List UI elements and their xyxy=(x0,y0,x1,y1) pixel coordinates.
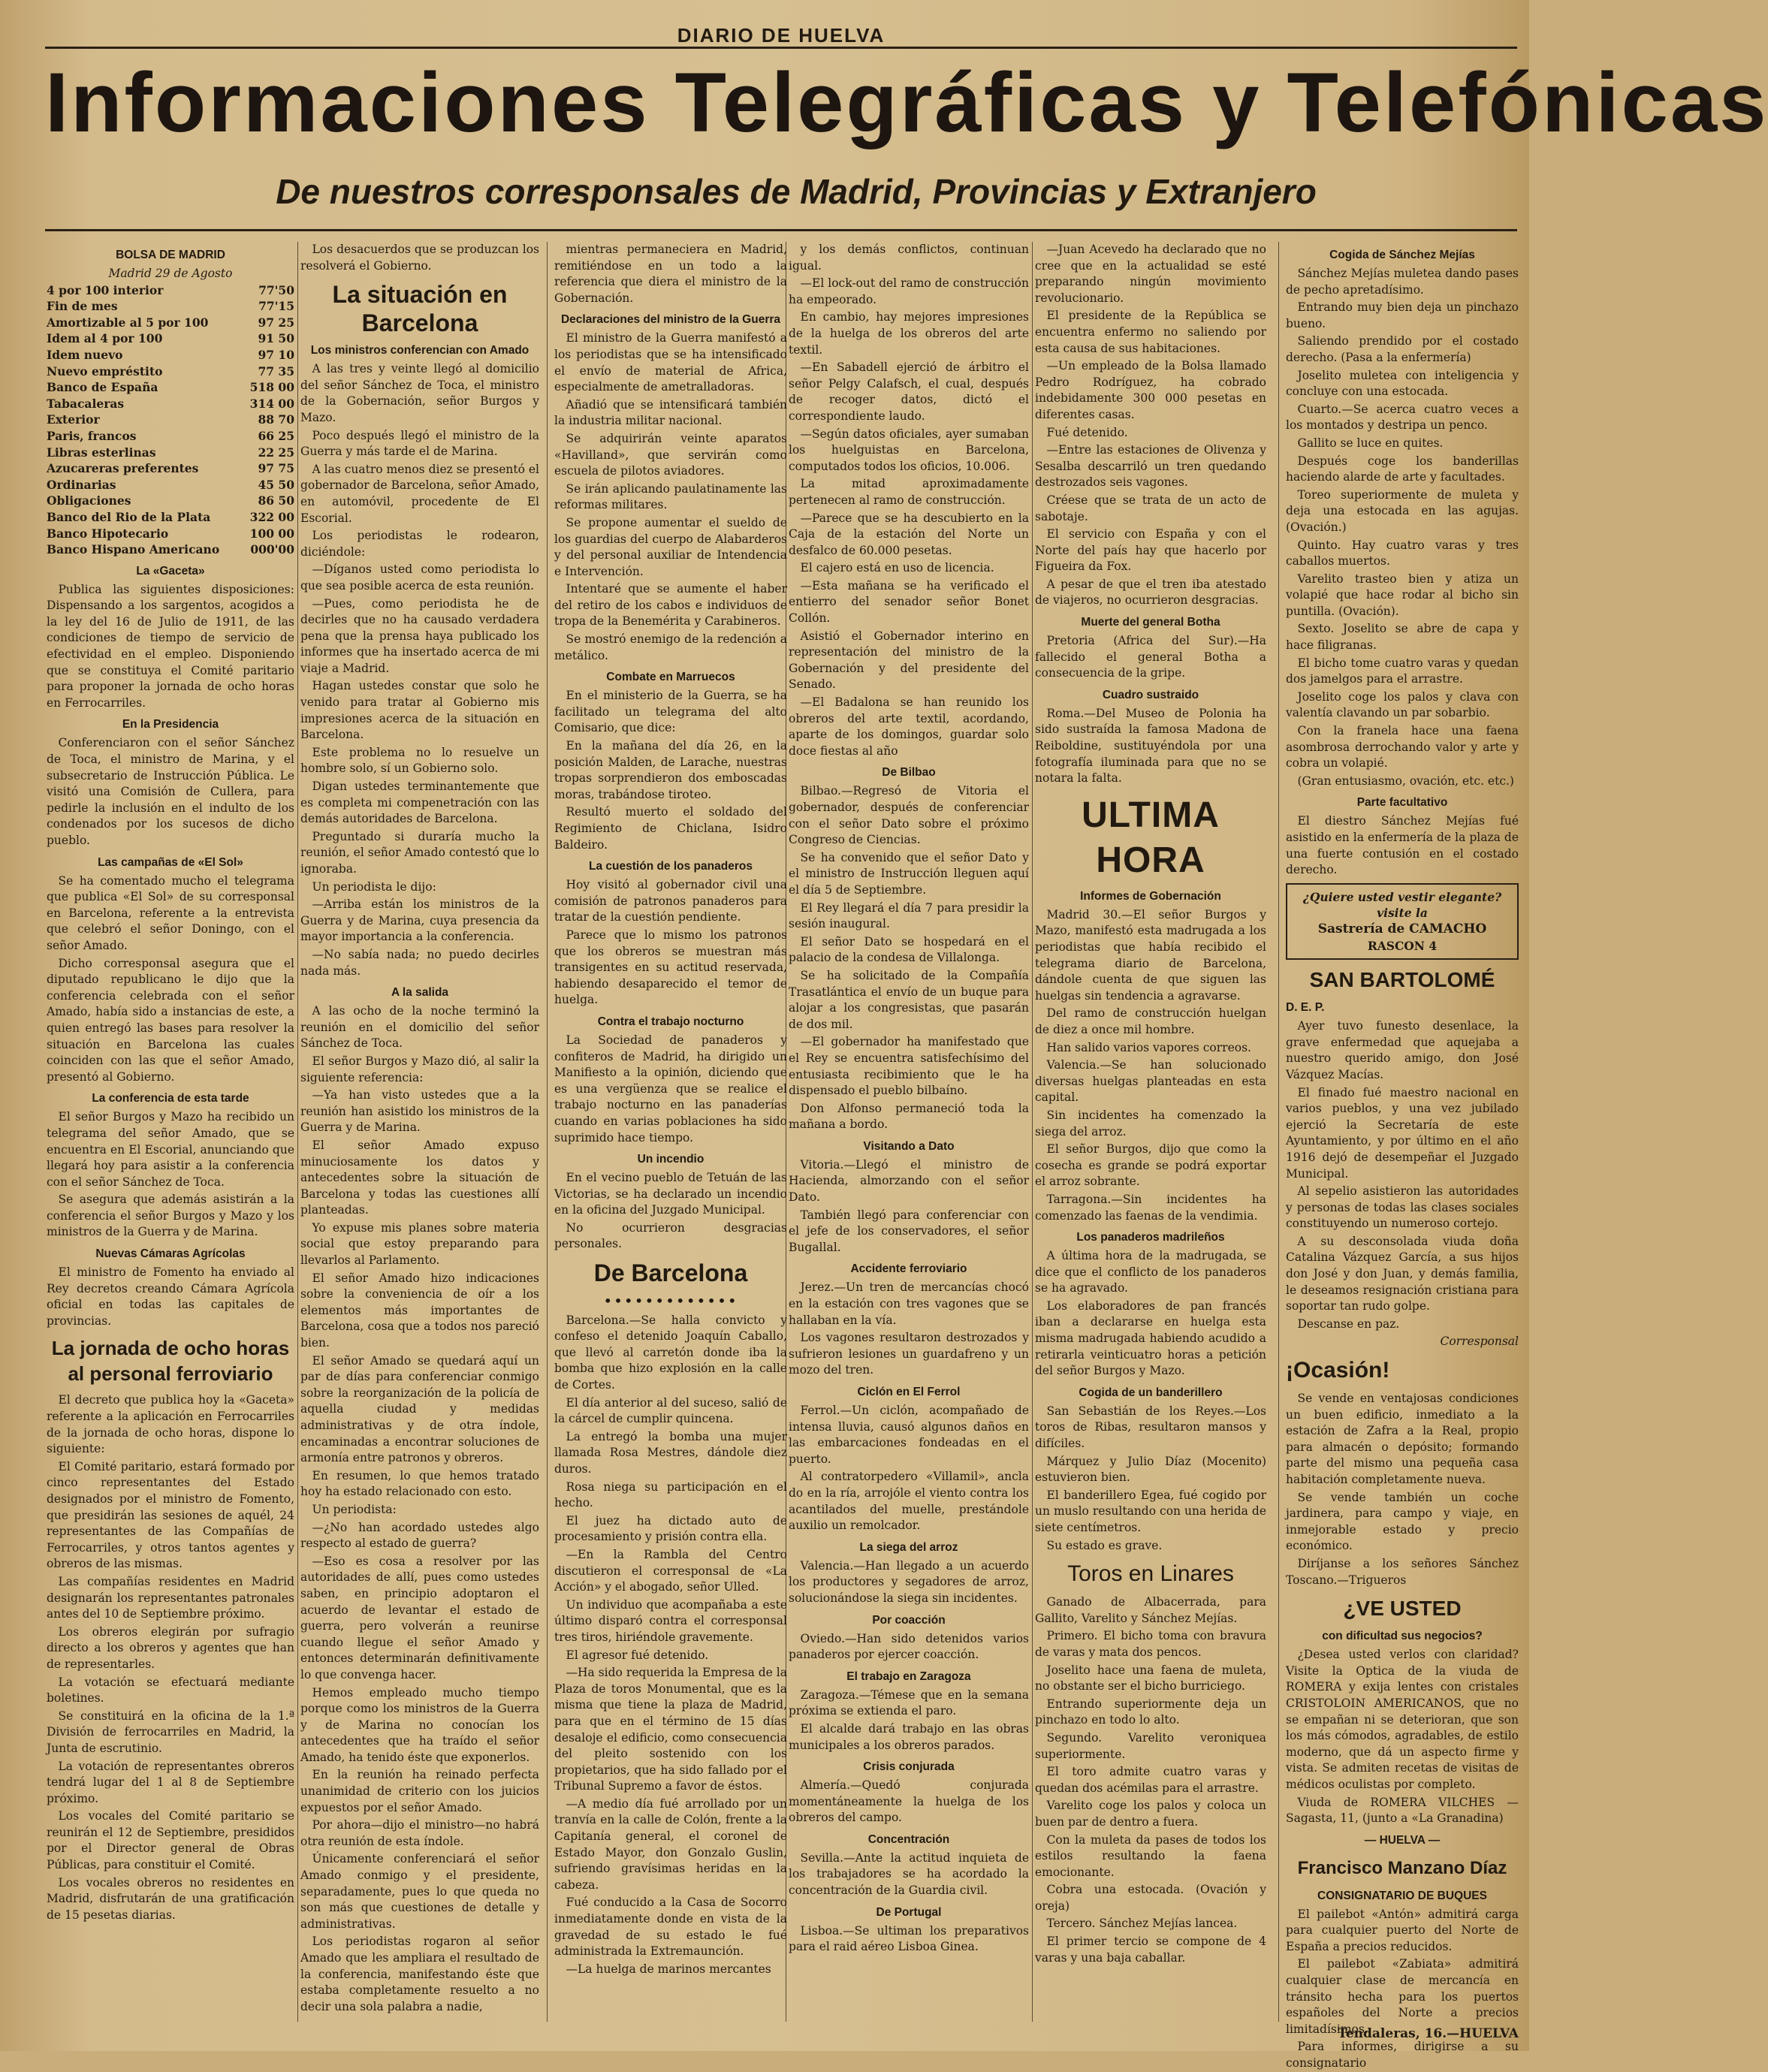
bolsa-row-label: Tabacaleras xyxy=(47,396,125,411)
article-paragraph: —En la Rambla del Centro discutieron el corresponsal de «La Acción» y el abogado, señor Ulled. xyxy=(554,1547,787,1594)
nocturno-title: Contra el trabajo nocturno xyxy=(597,1015,744,1028)
article-paragraph: —En Sabadell ejerció de árbitro el señor Pelgy Calafsch, el cual, después de recoger datos, dictó el correspondiente laudo. xyxy=(789,360,1029,423)
ocasion-title: ¡Ocasión! xyxy=(1286,1358,1390,1383)
dato-title: Visitando a Dato xyxy=(863,1139,955,1153)
arroz-title: La siega del arroz xyxy=(859,1540,958,1554)
bolsa-row-value: 100 00 xyxy=(249,526,294,541)
article-paragraph: Valencia.—Se han solucionado diversas huelgas planteadas en esta capital. xyxy=(1035,1058,1266,1105)
article-paragraph: —Juan Acevedo ha declarado que no cree que en la actualidad se esté preparando ningún movimiento revolucionario. xyxy=(1035,243,1266,305)
article-paragraph: A las ocho de la noche terminó la reunión en el domicilio del señor Sánchez de Toca. xyxy=(300,1004,539,1051)
manzano-title: Francisco Manzano Díaz xyxy=(1297,1857,1507,1878)
bolsa-row-label: Banco de España xyxy=(47,380,158,395)
article-paragraph: Ayer tuvo funesto desenlace, la grave enfermedad que aquejaba a nuestro querido amigo, don José Vázquez Macías. xyxy=(1286,1019,1519,1081)
parte-title: Parte facultativo xyxy=(1356,796,1448,810)
article-paragraph: Se irán aplicando paulatinamente las reformas militares. xyxy=(554,481,787,512)
article-paragraph: Un periodista le dijo: xyxy=(312,879,436,894)
article-paragraph: Bilbao.—Regresó de Vitoria el gobernador, después de conferenciar con el señor Dato sobre el próximo Congreso de Ciencias. xyxy=(789,784,1029,847)
bolsa-row-value: 97 75 xyxy=(258,461,294,476)
bolsa-row xyxy=(47,493,294,509)
article-paragraph: Para informes, dirigirse a su consignatario xyxy=(1286,2040,1519,2070)
article-paragraph: El bicho tome cuatro varas y quedan dos jamelgos para el arrastre. xyxy=(1286,656,1519,686)
article-paragraph: El diestro Sánchez Mejías fué asistido en la enfermería de la plaza de una fuerte contusión en el costado derecho. xyxy=(1286,814,1519,877)
bolsa-row-value: 91 50 xyxy=(258,331,294,346)
jornada-text: Se constituirá en la oficina de la 1.ª División de ferrocarriles en Madrid, la Junta de escrutinio. xyxy=(47,1709,294,1755)
bolsa-row-label: 4 por 100 interior xyxy=(47,282,164,297)
sol-title: Las campañas de «El Sol» xyxy=(98,855,243,869)
bolsa-row xyxy=(47,298,294,315)
article-paragraph: A las tres y veinte llegó al domicilio del señor Sánchez de Toca, el ministro de la Gobernación, señor Burgos y Mazo. xyxy=(300,362,539,424)
bolsa-row xyxy=(47,460,294,477)
article-paragraph: El señor Burgos y Mazo dió, al salir la siguiente referencia: xyxy=(300,1054,539,1084)
column-3 xyxy=(554,242,787,2022)
bolsa-row-value: 77'15 xyxy=(258,299,294,314)
gaceta-title: La «Gaceta» xyxy=(136,564,205,578)
bolsa-row-value: 77'50 xyxy=(258,282,294,297)
article-paragraph: El Rey llegará el día 7 para presidir la sesión inaugural. xyxy=(789,900,1029,931)
camacho-ad xyxy=(1286,883,1519,960)
panaderos-title: La cuestión de los panaderos xyxy=(589,860,753,873)
bolsa-row-value: 88 70 xyxy=(258,412,294,427)
article-paragraph: Valencia.—Han llegado a un acuerdo los productores y segadores de arroz, solucionándose la siega sin incidentes. xyxy=(789,1558,1029,1605)
bolsa-row-label: Exterior xyxy=(47,412,100,427)
article-paragraph: Se adquirirán veinte aparatos «Havilland», que servirán como escuela de pilotos aviadores. xyxy=(554,431,787,478)
article-paragraph: Oviedo.—Han sido detenidos varios panaderos por ejercer coacción. xyxy=(789,1631,1029,1662)
article-paragraph: Don Alfonso permaneció toda la mañana a bordo. xyxy=(789,1101,1029,1132)
article-paragraph: Jerez.—Un tren de mercancías chocó en la estación con tres vagones que se hallaban en la vía. xyxy=(789,1280,1029,1327)
tarde-text: El señor Burgos y Mazo ha recibido un telegrama del señor Amado, que se encuentra en El Escorial, anunciando que llegará hoy para asistir a la conferencia con el señor Sánchez de Toca. xyxy=(47,1110,294,1189)
salida-title: A la salida xyxy=(391,986,449,1000)
article-paragraph: Han salido varios vapores correos. xyxy=(1046,1040,1251,1054)
camacho-line: Sastrería de CAMACHO xyxy=(1317,921,1487,936)
article-paragraph: El señor Burgos, dijo que como la cosecha es grande se podrá exportar el arroz sobrante. xyxy=(1035,1142,1266,1189)
article-paragraph: Entrando superiormente deja un pinchazo en todo lo alto. xyxy=(1035,1697,1266,1727)
san-bartolome-title: SAN BARTOLOMÉ xyxy=(1309,968,1495,992)
article-paragraph: Únicamente conferenciará el señor Amado conmigo y el presidente, separadamente, pues lo que queda no son más que cuestiones de detalle y administrativas. xyxy=(300,1852,539,1931)
article-paragraph: Los vagones resultaron destrozados y sufrieron lesiones un guardafreno y un mozo del tren. xyxy=(789,1331,1029,1377)
article-paragraph: —Entre las estaciones de Olivenza y Sesalba descarriló un tren quedando destrozados seis vagones. xyxy=(1035,443,1266,490)
article-paragraph: Vitoria.—Llegó el ministro de Hacienda, almorzando con el señor Dato. xyxy=(789,1157,1029,1205)
column-2 xyxy=(300,242,539,2022)
huelva-line: — HUELVA — xyxy=(1364,1833,1441,1847)
article-paragraph: Hoy visitó al gobernador civil una comisión de patronos panaderos para tratar de la cuestión pendiente. xyxy=(554,878,787,924)
jornada-text: Las compañías residentes en Madrid designarán los representantes patronales antes del 10 de Septiembre próximo. xyxy=(47,1574,294,1621)
article-paragraph: —El Badalona se han reunido los obreros del arte textil, acordando, aparte de los domingos, guardar solo doce fiestas al año xyxy=(789,695,1029,758)
article-paragraph: El pailebot «Antón» admitirá carga para cualquier puerto del Norte de España a precios reducidos. xyxy=(1286,1907,1519,1953)
article-paragraph: —A medio día fué arrollado por un tranvía en la calle de Colón, frente a la Capitanía general, el coronel de Estado Mayor, don Gonzalo Guslin, sufriendo gravísimas heridas en la cabeza. xyxy=(554,1796,787,1892)
article-paragraph: Preguntado si duraría mucho la reunión, el señor Amado contestó que lo ignoraba. xyxy=(300,829,539,876)
column-divider xyxy=(1032,242,1033,2022)
ornament-divider: ••••••••••••• xyxy=(603,1292,738,1310)
article-paragraph: —Pues, como periodista he de decirles que no ha causado verdadera pena que la prensa haya publicado los informes que ha insertado acerca de mi viaje a Madrid. xyxy=(300,596,539,675)
jornada-text: Los obreros elegirán por sufragio directo a los obreros y agentes que han de representarles. xyxy=(47,1624,294,1671)
bolsa-row xyxy=(47,282,294,299)
article-paragraph: Los periodistas rogaron al señor Amado que les ampliara el resultado de la conferencia, manifestando éste que estaba completamente resuelto a no decir una sola palabra a nadie, xyxy=(300,1935,539,2013)
guerra-title: Declaraciones del ministro de la Guerra xyxy=(560,313,781,327)
article-paragraph: Varelito coge los palos y coloca un buen par de dentro a fuera. xyxy=(1035,1799,1266,1829)
coaccion-title: Por coacción xyxy=(872,1613,946,1627)
bolsa-row xyxy=(47,541,294,558)
bolsa-date: Madrid 29 de Agosto xyxy=(108,267,233,280)
bolsa-row xyxy=(47,412,294,428)
article-paragraph: El finado fué maestro nacional en varios pueblos, y una vez jubilado ejerció la Secretaría de este Ayuntamiento, y por último en el año 1916 dejó de desempeñar el Juzgado Municipal. xyxy=(1286,1085,1519,1181)
article-paragraph: —Según datos oficiales, ayer sumaban los huelguistas en Barcelona, computados todos los oficios, 10.006. xyxy=(789,427,1029,473)
article-paragraph: —Arriba están los ministros de la Guerra y de Marina, cuya presencia da mayor importancia a la conferencia. xyxy=(300,897,539,944)
article-paragraph: El señor Amado expuso minuciosamente los datos y antecedentes sobre la situación de Barcelona y todas las cuestiones allí planteadas. xyxy=(300,1138,539,1217)
article-paragraph: Roma.—Del Museo de Polonia ha sido sustraída la famosa Madona de Reiboldine, sustituyéndola por una fotografía iluminada para que no se notara la falta. xyxy=(1035,706,1266,786)
article-paragraph: Gallito se luce en quites. xyxy=(1297,436,1444,450)
bolsa-row-value: 22 25 xyxy=(258,445,294,460)
article-paragraph: Tercero. Sánchez Mejías lancea. xyxy=(1046,1917,1238,1931)
camaras-title: Nuevas Cámaras Agrícolas xyxy=(95,1247,246,1261)
bolsa-row-value: 45 50 xyxy=(258,477,294,492)
article-paragraph: No ocurrieron desgracias personales. xyxy=(554,1220,787,1251)
article-paragraph: Añadió que se intensificará también la industria militar nacional. xyxy=(554,397,787,428)
ministros-title: Los ministros conferencian con Amado xyxy=(310,344,529,357)
de-barcelona-title: De Barcelona xyxy=(593,1259,748,1287)
column-divider xyxy=(547,242,548,2022)
article-paragraph: —No sabía nada; no puedo decirles nada más. xyxy=(300,947,539,978)
bilbao-title: De Bilbao xyxy=(882,766,936,780)
signature: Corresponsal xyxy=(1440,1335,1519,1349)
article-paragraph: A su desconsolada viuda doña Catalina Vázquez García, a sus hijos don José y don Juan, y demás familia, le deseamos resignación cristiana para soportar tan rudo golpe. xyxy=(1286,1234,1519,1313)
column-divider xyxy=(1278,242,1279,2022)
article-paragraph: El servicio con España y con el Norte del país hay que hacerlo por Figueira da Fox. xyxy=(1035,527,1266,574)
column-5 xyxy=(1035,242,1266,2022)
article-paragraph: Poco después llegó el ministro de la Guerra y más tarde el de Marina. xyxy=(300,428,539,459)
jornada-text: La votación se efectuará mediante boletines. xyxy=(47,1675,294,1706)
article-paragraph: Por ahora—dijo el ministro—no habrá otra reunión de esta índole. xyxy=(300,1818,539,1848)
bolsa-row xyxy=(47,428,294,445)
bolsa-row xyxy=(47,347,294,363)
article-paragraph: Varelito trasteo bien y atiza un volapié que hace rodar al bicho sin puntilla. (Ovación). xyxy=(1286,572,1519,618)
portugal-title: De Portugal xyxy=(876,1905,942,1919)
article-paragraph: El día anterior al del suceso, salió de la cárcel de cumplir quincena. xyxy=(554,1395,787,1426)
footer-address: Tendaleras, 16.—HUELVA xyxy=(1338,2026,1519,2041)
bolsa-row-value: 97 10 xyxy=(258,347,294,362)
article-paragraph: En cambio, hay mejores impresiones de la huelga de los obreros del arte textil. xyxy=(789,310,1029,357)
article-paragraph: Un individuo que acompañaba a este último disparó contra el corresponsal tres tiros, hiriéndole gravemente. xyxy=(554,1597,787,1644)
article-paragraph: Descanse en paz. xyxy=(1297,1316,1400,1331)
bolsa-row xyxy=(47,445,294,461)
article-paragraph: Se propone aumentar el sueldo de los guardias del cuerpo de Alabarderos y del personal auxiliar de Intendencia e Intervención. xyxy=(554,515,787,578)
bolsa-row-label: Banco Hispano Americano xyxy=(47,542,220,557)
cogida-title: Cogida de un banderillero xyxy=(1079,1386,1223,1399)
barcelona-situation-title: La situación en Barcelona xyxy=(332,281,508,337)
article-paragraph: El banderillero Egea, fué cogido por un muslo resultando con una herida de siete centímetros. xyxy=(1035,1488,1266,1534)
article-paragraph: Ferrol.—Un ciclón, acompañado de intensa lluvia, causó algunos daños en las embarcaciones fondeadas en el puerto. xyxy=(789,1404,1029,1466)
bolsa-row-label: Banco del Rio de la Plata xyxy=(47,509,211,524)
article-paragraph: Almería.—Quedó conjurada momentáneamente la huelga de los obreros del campo. xyxy=(789,1778,1029,1825)
article-paragraph: Sevilla.—Ante la actitud inquieta de los trabajadores se ha acordado la concentración de la Guardia civil. xyxy=(789,1850,1029,1898)
article-paragraph: Zaragoza.—Témese que en la semana próxima se extienda el paro. xyxy=(789,1687,1029,1718)
article-paragraph: La Sociedad de panaderos y confiteros de Madrid, ha dirigido un Manifiesto a la opinión, diciendo que es una vergüenza que se realice el trabajo nocturno en las panaderías cuando en varias poblaciones ha sido suprimido hace tiempo. xyxy=(554,1033,787,1145)
jornada-title: La jornada de ocho horas al personal ferroviario xyxy=(51,1337,290,1386)
column-1 xyxy=(47,242,294,2022)
article-paragraph: Fué conducido a la Casa de Socorro inmediatamente donde en vista de la gravedad de su estado le fué administrada la Extremaunción. xyxy=(554,1896,787,1959)
article-paragraph: Primero. El bicho toma con bravura de varas y mata dos pencos. xyxy=(1035,1629,1266,1659)
bolsa-row-value: 322 00 xyxy=(249,509,294,524)
article-paragraph: La entregó la bomba una mujer llamada Rosa Mestres, dándole diez duros. xyxy=(554,1429,787,1476)
article-paragraph: y los demás conflictos, continuan igual. xyxy=(789,243,1029,273)
bolsa-row-label: Nuevo empréstito xyxy=(47,363,163,379)
bolsa-row-value: 314 00 xyxy=(249,396,294,411)
bolsa-row-value: 86 50 xyxy=(258,493,294,508)
article-paragraph: Tarragona.—Sin incidentes ha comenzado las faenas de la vendimia. xyxy=(1035,1192,1266,1223)
article-paragraph: Quinto. Hay cuatro varas y tres caballos muertos. xyxy=(1286,538,1519,569)
article-paragraph: Se vende en ventajosas condiciones un buen edificio, inmediato a la estación de Zafra a la Real, propio para almacén o depósito; formando parte del mismo una pequeña casa habitación completamente nueva. xyxy=(1286,1392,1519,1486)
article-paragraph: —¿No han acordado ustedes algo respecto al estado de guerra? xyxy=(300,1520,539,1551)
jornada-text: La votación de representantes obreros tendrá lugar del 1 al 8 de Septiembre próximo. xyxy=(47,1759,294,1805)
article-paragraph: Rosa niega su participación en el hecho. xyxy=(554,1479,787,1510)
bolsa-row-label: Azucareras preferentes xyxy=(47,461,199,476)
bolsa-row-label: Paris, francos xyxy=(47,428,137,443)
ferrol-title: Ciclón en El Ferrol xyxy=(857,1386,961,1398)
bolsa-row-value: 518 00 xyxy=(249,380,294,395)
article-paragraph: Se ha solicitado de la Compañía Trasatlántica el envío de un buque para alojar a los congresistas, que pasarán de dos mil. xyxy=(789,968,1029,1031)
article-paragraph: También llegó para conferenciar con el jefe de los conservadores, el señor Bugallal. xyxy=(789,1208,1029,1254)
article-paragraph: Barcelona.—Se halla convicto y confeso el detenido Joaquín Caballo, que llevó al carretón donde iba la bomba que hizo explosión en la calle de Cortes. xyxy=(554,1313,787,1392)
bolsa-row xyxy=(47,396,294,412)
article-paragraph: A última hora de la madrugada, se dice que el conflicto de los panaderos se ha agravado. xyxy=(1035,1249,1266,1295)
masthead: DIARIO DE HUELVA xyxy=(677,24,886,47)
concentracion-title: Concentración xyxy=(867,1832,950,1846)
article-paragraph: —El gobernador ha manifestado que el Rey se encuentra satisfechísimo del entusiasta recibimiento que le ha dispensado el pueblo bilbaíno. xyxy=(789,1035,1029,1098)
panaderos-madrid-title: Los panaderos madrileños xyxy=(1076,1231,1225,1244)
article-paragraph: Madrid 30.—El señor Burgos y Mazo, manifestó esta madrugada a los periodistas que había recibido el telegrama diario de Barcelona, dándole cuenta de que siguen las huelgas sin tendencia a agravarse. xyxy=(1035,907,1266,1003)
bolsa-row-label: Libras esterlinas xyxy=(47,445,156,460)
article-paragraph: El señor Amado hizo indicaciones sobre la conveniencia de oír a los elementos más importantes de Barcelona, cosa que a todos nos pareció bien. xyxy=(300,1271,539,1350)
jornada-text: El decreto que publica hoy la «Gaceta» referente a la aplicación en Ferrocarriles de la jornada de ocho horas, dispone lo siguiente: xyxy=(47,1393,294,1456)
cuadro-title: Cuadro sustraido xyxy=(1102,688,1199,701)
bolsa-row-label: Obligaciones xyxy=(47,493,131,508)
mejias-title: Cogida de Sánchez Mejías xyxy=(1329,249,1475,261)
botha-title: Muerte del general Botha xyxy=(1081,616,1220,629)
camacho-line: ¿Quiere usted vestir elegante? visite la xyxy=(1302,889,1502,921)
article-paragraph: Joselito muletea con inteligencia y concluye con una estocada. xyxy=(1286,368,1519,399)
article-paragraph: Intentaré que se aumente el haber del retiro de los cabos e individuos de tropa de la Benemérita y Carabineros. xyxy=(554,582,787,629)
camacho-line: RASCON 4 xyxy=(1367,938,1438,953)
article-paragraph: Pretoria (Africa del Sur).—Ha fallecido el general Botha a consecuencia de la gripe. xyxy=(1035,634,1266,680)
article-paragraph: Sin incidentes ha comenzado la siega del arroz. xyxy=(1035,1108,1266,1139)
bolsa-row xyxy=(47,526,294,542)
article-paragraph: A pesar de que el tren iba atestado de viajeros, no ocurrieron desgracias. xyxy=(1035,577,1266,608)
article-paragraph: Créese que se trata de un acto de sabotaje. xyxy=(1035,493,1266,523)
bolsa-row xyxy=(47,363,294,380)
article-paragraph: Lisboa.—Se ultiman los preparativos para el raid aéreo Lisboa Ginea. xyxy=(789,1923,1029,1954)
article-paragraph: Segundo. Varelito veroniquea superiormente. xyxy=(1035,1730,1266,1761)
ultima-hora-title: ULTIMA HORA xyxy=(1082,795,1220,880)
article-paragraph: Los periodistas le rodearon, diciéndole: xyxy=(300,529,539,559)
article-paragraph: Digan ustedes terminantemente que es completa mi compenetración con las demás autoridades de Barcelona. xyxy=(300,780,539,826)
article-paragraph: —Ya han visto ustedes que a la reunión han asistido los ministros de la Guerra y de Marina. xyxy=(300,1088,539,1135)
article-paragraph: Viuda de ROMERA VILCHES — Sagasta, 11, (junto a «La Granadina) xyxy=(1286,1795,1519,1826)
article-paragraph: Se mostró enemigo de la redención a metálico. xyxy=(554,632,787,662)
article-paragraph: El presidente de la República se encuentra enfermo no saliendo por esta causa de sus habitaciones. xyxy=(1035,309,1266,355)
article-paragraph: El ministro de la Guerra manifestó a los periodistas que se ha intensificado el envío de material de Africa, especialmente de ametralladoras. xyxy=(554,331,787,394)
article-paragraph: Márquez y Julio Díaz (Mocenito) estuvieron bien. xyxy=(1035,1454,1266,1485)
article-paragraph: Un periodista: xyxy=(312,1502,397,1516)
bolsa-row xyxy=(47,509,294,526)
article-paragraph: En el vecino pueblo de Tetuán de las Victorias, se ha declarado un incendio en la oficina del Juzgado Municipal. xyxy=(554,1171,787,1217)
tarde-title: La conferencia de esta tarde xyxy=(92,1092,249,1105)
article-paragraph: La mitad aproximadamente pertenecen al ramo de construcción. xyxy=(789,477,1029,507)
article-paragraph: Joselito hace una faena de muleta, no obstante ser el bicho burriciego. xyxy=(1035,1663,1266,1693)
article-paragraph: El alcalde dará trabajo en las obras municipales a los obreros parados. xyxy=(789,1721,1029,1752)
presidencia-text: Conferenciaron con el señor Sánchez de Toca, el ministro de Marina, y el subsecretario de Instrucción Pública. Le visitó una Comisión de Cullera, para pedirle la inclusión en el indulto de los condenados por los sucesos de dicho pueblo. xyxy=(47,736,294,847)
article-paragraph: El cajero está en uso de licencia. xyxy=(800,561,994,575)
article-paragraph: En la mañana del día 26, en la posición Malden, de Larache, nuestras tropas sorprendieron dos emboscadas moras, trabándose tiroteo. xyxy=(554,739,787,801)
tarde-text: Se asegura que además asistirán a la conferencia el señor Burgos y Mazo y los ministros de la Guerra y de Marina. xyxy=(47,1193,294,1239)
article-paragraph: El primer tercio se compone de 4 varas y una baja caballar. xyxy=(1035,1935,1266,1965)
dep-label: D. E. P. xyxy=(1286,1001,1325,1015)
article-paragraph: Entrando muy bien deja un pinchazo bueno. xyxy=(1286,300,1519,330)
gaceta-text: Publica las siguientes disposiciones: Dispensando a los sargentos, acogidos a la ley del 16 de Julio de 1911, de las condiciones de tiempo de servicio de efectividad en el empleo. Disponiendo que se constituya el Comité paritario para proponer la jornada de ocho horas en Ferrocarriles. xyxy=(47,582,294,710)
bolsa-row-value: 77 35 xyxy=(258,363,294,379)
article-paragraph: Hemos empleado mucho tiempo porque como los ministros de la Guerra y de Marina no conocían los antecedentes que ha traído el señor Amado, ha tenido éste que exponerlos. xyxy=(300,1685,539,1764)
article-paragraph: Ganado de Albacerrada, para Gallito, Varelito y Sánchez Mejías. xyxy=(1035,1595,1266,1625)
bolsa-row xyxy=(47,477,294,493)
article-paragraph: ¿Desea usted verlos con claridad? Visite la Optica de la viuda de ROMERA y exija lentes con cristales CRISTOLOIN AMERICANOS, que no se empañan ni se deterioran, que son los más cómodos, agradables, de estilo moderno, que dá un aspecto firme y vista. Se admiten recetas de visitas de médicos oculistas por completo. xyxy=(1286,1648,1519,1791)
article-paragraph: —Parece que se ha descubierto en la Caja de la estación del Norte un desfalco de 60.000 pesetas. xyxy=(789,511,1029,557)
subheadline: De nuestros corresponsales de Madrid, Provincias y Extranjero xyxy=(276,172,1317,211)
article-paragraph: En el ministerio de la Guerra, se ha facilitado un telegrama del alto Comisario, que dice: xyxy=(554,689,787,735)
bolsa-row-value: 000'00 xyxy=(250,542,294,557)
article-paragraph: Fué detenido. xyxy=(1046,425,1128,439)
article-paragraph: Sánchez Mejías muletea dando pases de pecho apretadísimo. xyxy=(1286,267,1519,297)
article-paragraph: Al contratorpedero «Villamil», ancla do en la ría, arrojóle el viento contra los acantilados del muelle, prestándole auxilio un remolcador. xyxy=(789,1470,1029,1533)
article-paragraph: —Díganos usted como periodista lo que sea posible acerca de esta reunión. xyxy=(300,562,539,593)
bolsa-row xyxy=(47,330,294,347)
article-paragraph: El agresor fué detenido. xyxy=(566,1648,709,1662)
sol-text: Se ha comentado mucho el telegrama que publica «El Sol» de su corresponsal en Barcelona, referente a la entrevista que celebró el señor Doningo, con el señor Amado. xyxy=(47,873,294,952)
bolsa-row xyxy=(47,315,294,331)
article-paragraph: Hagan ustedes constar que solo he venido para tratar al Gobierno mis impresiones acerca de la situación en Barcelona. xyxy=(300,679,539,742)
bolsa-row-label: Idem al 4 por 100 xyxy=(47,331,163,346)
article-paragraph: San Sebastián de los Reyes.—Los toros de Ribas, resultaron mansos y difíciles. xyxy=(1035,1404,1266,1451)
article-paragraph: Su estado es grave. xyxy=(1046,1538,1163,1552)
jornada-text: Los vocales obreros no residentes en Madrid, disfrutarán de una gratificación de 15 pesetas diarias. xyxy=(47,1875,294,1922)
article-paragraph: Después coge los banderillas haciendo alarde de arte y facultades. xyxy=(1286,454,1519,484)
article-paragraph: Se vende también un coche jardinera, para campo y viaje, en inmejorable estado y precio económico. xyxy=(1286,1490,1519,1553)
crisis-title: Crisis conjurada xyxy=(863,1760,955,1774)
article-paragraph: —Un empleado de la Bolsa llamado Pedro Rodríguez, ha cobrado indebidamente 300 000 pesetas en diferentes casas. xyxy=(1035,359,1266,421)
article-paragraph: Cuarto.—Se acerca cuatro veces a los montados y destripa un penco. xyxy=(1286,402,1519,433)
article-paragraph: Este problema no lo resuelve un hombre solo, sí un Gobierno solo. xyxy=(300,745,539,776)
article-paragraph: El pailebot «Zabiata» admitirá cualquier clase de mercancía en tránsito hecha para los puertos españoles del Norte a precios limitadísimos. xyxy=(1286,1957,1519,2036)
article-paragraph: —El lock-out del ramo de construcción ha empeorado. xyxy=(789,276,1029,306)
article-paragraph: En la reunión ha reinado perfecta unanimidad de criterio con los juicios expuestos por el señor Amado. xyxy=(300,1768,539,1814)
article-paragraph: mientras permaneciera en Madrid, remitiéndose en un todo a la referencia que diera el ministro de la Gobernación. xyxy=(554,243,787,305)
article-paragraph: Saliendo prendido por el costado derecho. (Pasa a la enfermería) xyxy=(1286,334,1519,364)
incendio-title: Un incendio xyxy=(637,1153,704,1166)
jornada-text: Los vocales del Comité paritario se reunirán el 12 de Septiembre, presididos por el Director general de Obras Públicas, para constituir el Comité. xyxy=(47,1809,294,1872)
manzano-sub: CONSIGNATARIO DE BUQUES xyxy=(1317,1889,1487,1902)
article-paragraph: El juez ha dictado auto de procesamiento y prisión contra ella. xyxy=(554,1513,787,1544)
article-paragraph: (Gran entusiasmo, ovación, etc. etc.) xyxy=(1297,774,1514,788)
ve-usted-sub: con dificultad sus negocios? xyxy=(1322,1630,1483,1643)
article-paragraph: Toreo superiormente de muleta y deja una estocada en las agujas. (Ovación.) xyxy=(1286,487,1519,534)
article-paragraph: Con la muleta da pases de todos los estilos resultando la faena emocionante. xyxy=(1035,1832,1266,1879)
article-paragraph: —Ha sido requerida la Empresa de la Plaza de toros Monumental, que es la misma que tiene la plaza de Madrid, para que en el término de 15 días desaloje el edificio, como consecuencia del pleito sostenido con los propietarios, que ha sido fallado por el Tribunal Supremo a favor de éstos. xyxy=(554,1666,787,1793)
article-paragraph: Yo expuse mis planes sobre materia social que estoy preparando para llevarlos al Parlamento. xyxy=(300,1220,539,1268)
article-paragraph: Resultó muerto el soldado del Regimiento de Chiclana, Isidro Baldeiro. xyxy=(554,805,787,852)
camaras-text: El ministro de Fomento ha enviado al Rey decretos creando Cámara Agrícola oficial en todas las capitales de provincias. xyxy=(47,1265,294,1328)
column-divider xyxy=(297,242,298,2022)
sol-text: Dicho corresponsal asegura que el diputado republicano le dijo que la conferencia celebrada con el señor Amado, había sido a instancias de este, a quien entregó las bases para resolver la situación en Barcelona las cuales coinciden con las que el señor Amado, presentó al Gobierno. xyxy=(47,956,294,1084)
bolsa-table xyxy=(47,266,294,558)
subhead-rule xyxy=(45,229,1517,231)
bolsa-title: BOLSA DE MADRID xyxy=(116,249,225,261)
article-paragraph: El señor Amado se quedará aquí un par de días para conferenciar conmigo sobre la reorganización de la policía de aquella ciudad y medidas administrativas y de otra índole, encaminadas a encontrar soluciones de armonía entre patronos y obreros. xyxy=(300,1353,539,1465)
gobernacion-title: Informes de Gobernación xyxy=(1080,889,1221,903)
linares-title: Toros en Linares xyxy=(1067,1561,1234,1587)
bolsa-row-label: Ordinarias xyxy=(47,477,116,492)
ve-usted-title: ¿VE USTED xyxy=(1343,1597,1462,1621)
article-paragraph: Los elaboradores de pan francés iban a declararse en huelga esta misma madrugada habiendo acudido a retirarla veinticuatro horas a petición del señor Burgos y Mazo. xyxy=(1035,1298,1266,1378)
main-headline: Informaciones Telegráficas y Telefónicas xyxy=(45,56,1768,149)
jornada-text: El Comité paritario, estará formado por cinco representantes del Estado designados por el ministro de Fomento, que presidirán las sesiones de aquél, 24 representantes de las Compañías de Ferrocarriles, y otros tantos agentes y obreros de las mismas. xyxy=(47,1459,294,1571)
article-paragraph: —La huelga de marinos mercantes xyxy=(566,1962,771,1976)
marruecos-title: Combate en Marruecos xyxy=(606,671,735,684)
article-paragraph: Sexto. Joselito se abre de capa y hace filigranas. xyxy=(1286,622,1519,653)
article-paragraph: —Eso es cosa a resolver por las autoridades de allí, pues como ustedes saben, en principio adoptaron el acuerdo de levantar el estado de guerra, pero volverán a reunirse cuando llegue el señor Amado y entonces determinarán definitivamente lo que convenga hacer. xyxy=(300,1554,539,1681)
bolsa-row-label: Idem nuevo xyxy=(47,347,123,362)
bolsa-row-value: 97 25 xyxy=(258,315,294,330)
article-paragraph: En resumen, lo que hemos tratado hoy ha estado relacionado con esto. xyxy=(300,1468,539,1499)
bolsa-row-value: 66 25 xyxy=(258,428,294,443)
article-paragraph: —Esta mañana se ha verificado el entierro del senador señor Bonet Collón. xyxy=(789,578,1029,626)
ferroviario-title: Accidente ferroviario xyxy=(850,1262,967,1276)
article-paragraph: Joselito coge los palos y clava con valentía clavando un par sobarbio. xyxy=(1286,689,1519,720)
article-paragraph: Al sepelio asistieron las autoridades y personas de todas las clases sociales constituyendo un numeroso cortejo. xyxy=(1286,1184,1519,1231)
article-paragraph: Con la franela hace una faena asombrosa derrochando valor y arte y cobra un volapié. xyxy=(1286,724,1519,771)
presidencia-title: En la Presidencia xyxy=(122,718,219,731)
article-paragraph: El señor Dato se hospedará en el palacio de la condesa de Villalonga. xyxy=(789,934,1029,965)
bolsa-row-label: Banco Hipotecario xyxy=(47,526,169,541)
article-paragraph: A las cuatro menos diez se presentó el gobernador de Barcelona, señor Amado, en automóvil, procedente de El Escorial. xyxy=(300,462,539,525)
article-paragraph: Del ramo de construcción huelgan de diez a once mil hombre. xyxy=(1035,1006,1266,1036)
bolsa-row-label: Amortizable al 5 por 100 xyxy=(47,315,209,330)
masthead-rule xyxy=(45,47,1517,49)
article-paragraph: Parece que lo mismo los patronos que los obreros se muestran más transigentes en su actitud reservada, habiendo desaparecido el temor de huelga. xyxy=(554,927,787,1007)
intro-text: Los desacuerdos que se produzcan los resolverá el Gobierno. xyxy=(300,243,539,273)
zaragoza-title: El trabajo en Zaragoza xyxy=(846,1669,971,1683)
bolsa-row xyxy=(47,379,294,396)
article-paragraph: Se ha convenido que el señor Dato y el ministro de Instrucción lleguen aquí el día 5 de Septiembre. xyxy=(789,850,1029,897)
article-paragraph: Cobra una estocada. (Ovación y oreja) xyxy=(1035,1883,1266,1913)
article-paragraph: Diríjanse a los señores Sánchez Toscano.—Trigueros xyxy=(1286,1556,1519,1587)
article-paragraph: El toro admite cuatro varas y quedan dos acémilas para el arrastre. xyxy=(1035,1765,1266,1795)
column-4 xyxy=(789,242,1029,2022)
bolsa-row-label: Fin de mes xyxy=(47,299,118,314)
article-paragraph: Asistió el Gobernador interino en representación del ministro de la Gobernación y del presidente del Senado. xyxy=(789,629,1029,692)
